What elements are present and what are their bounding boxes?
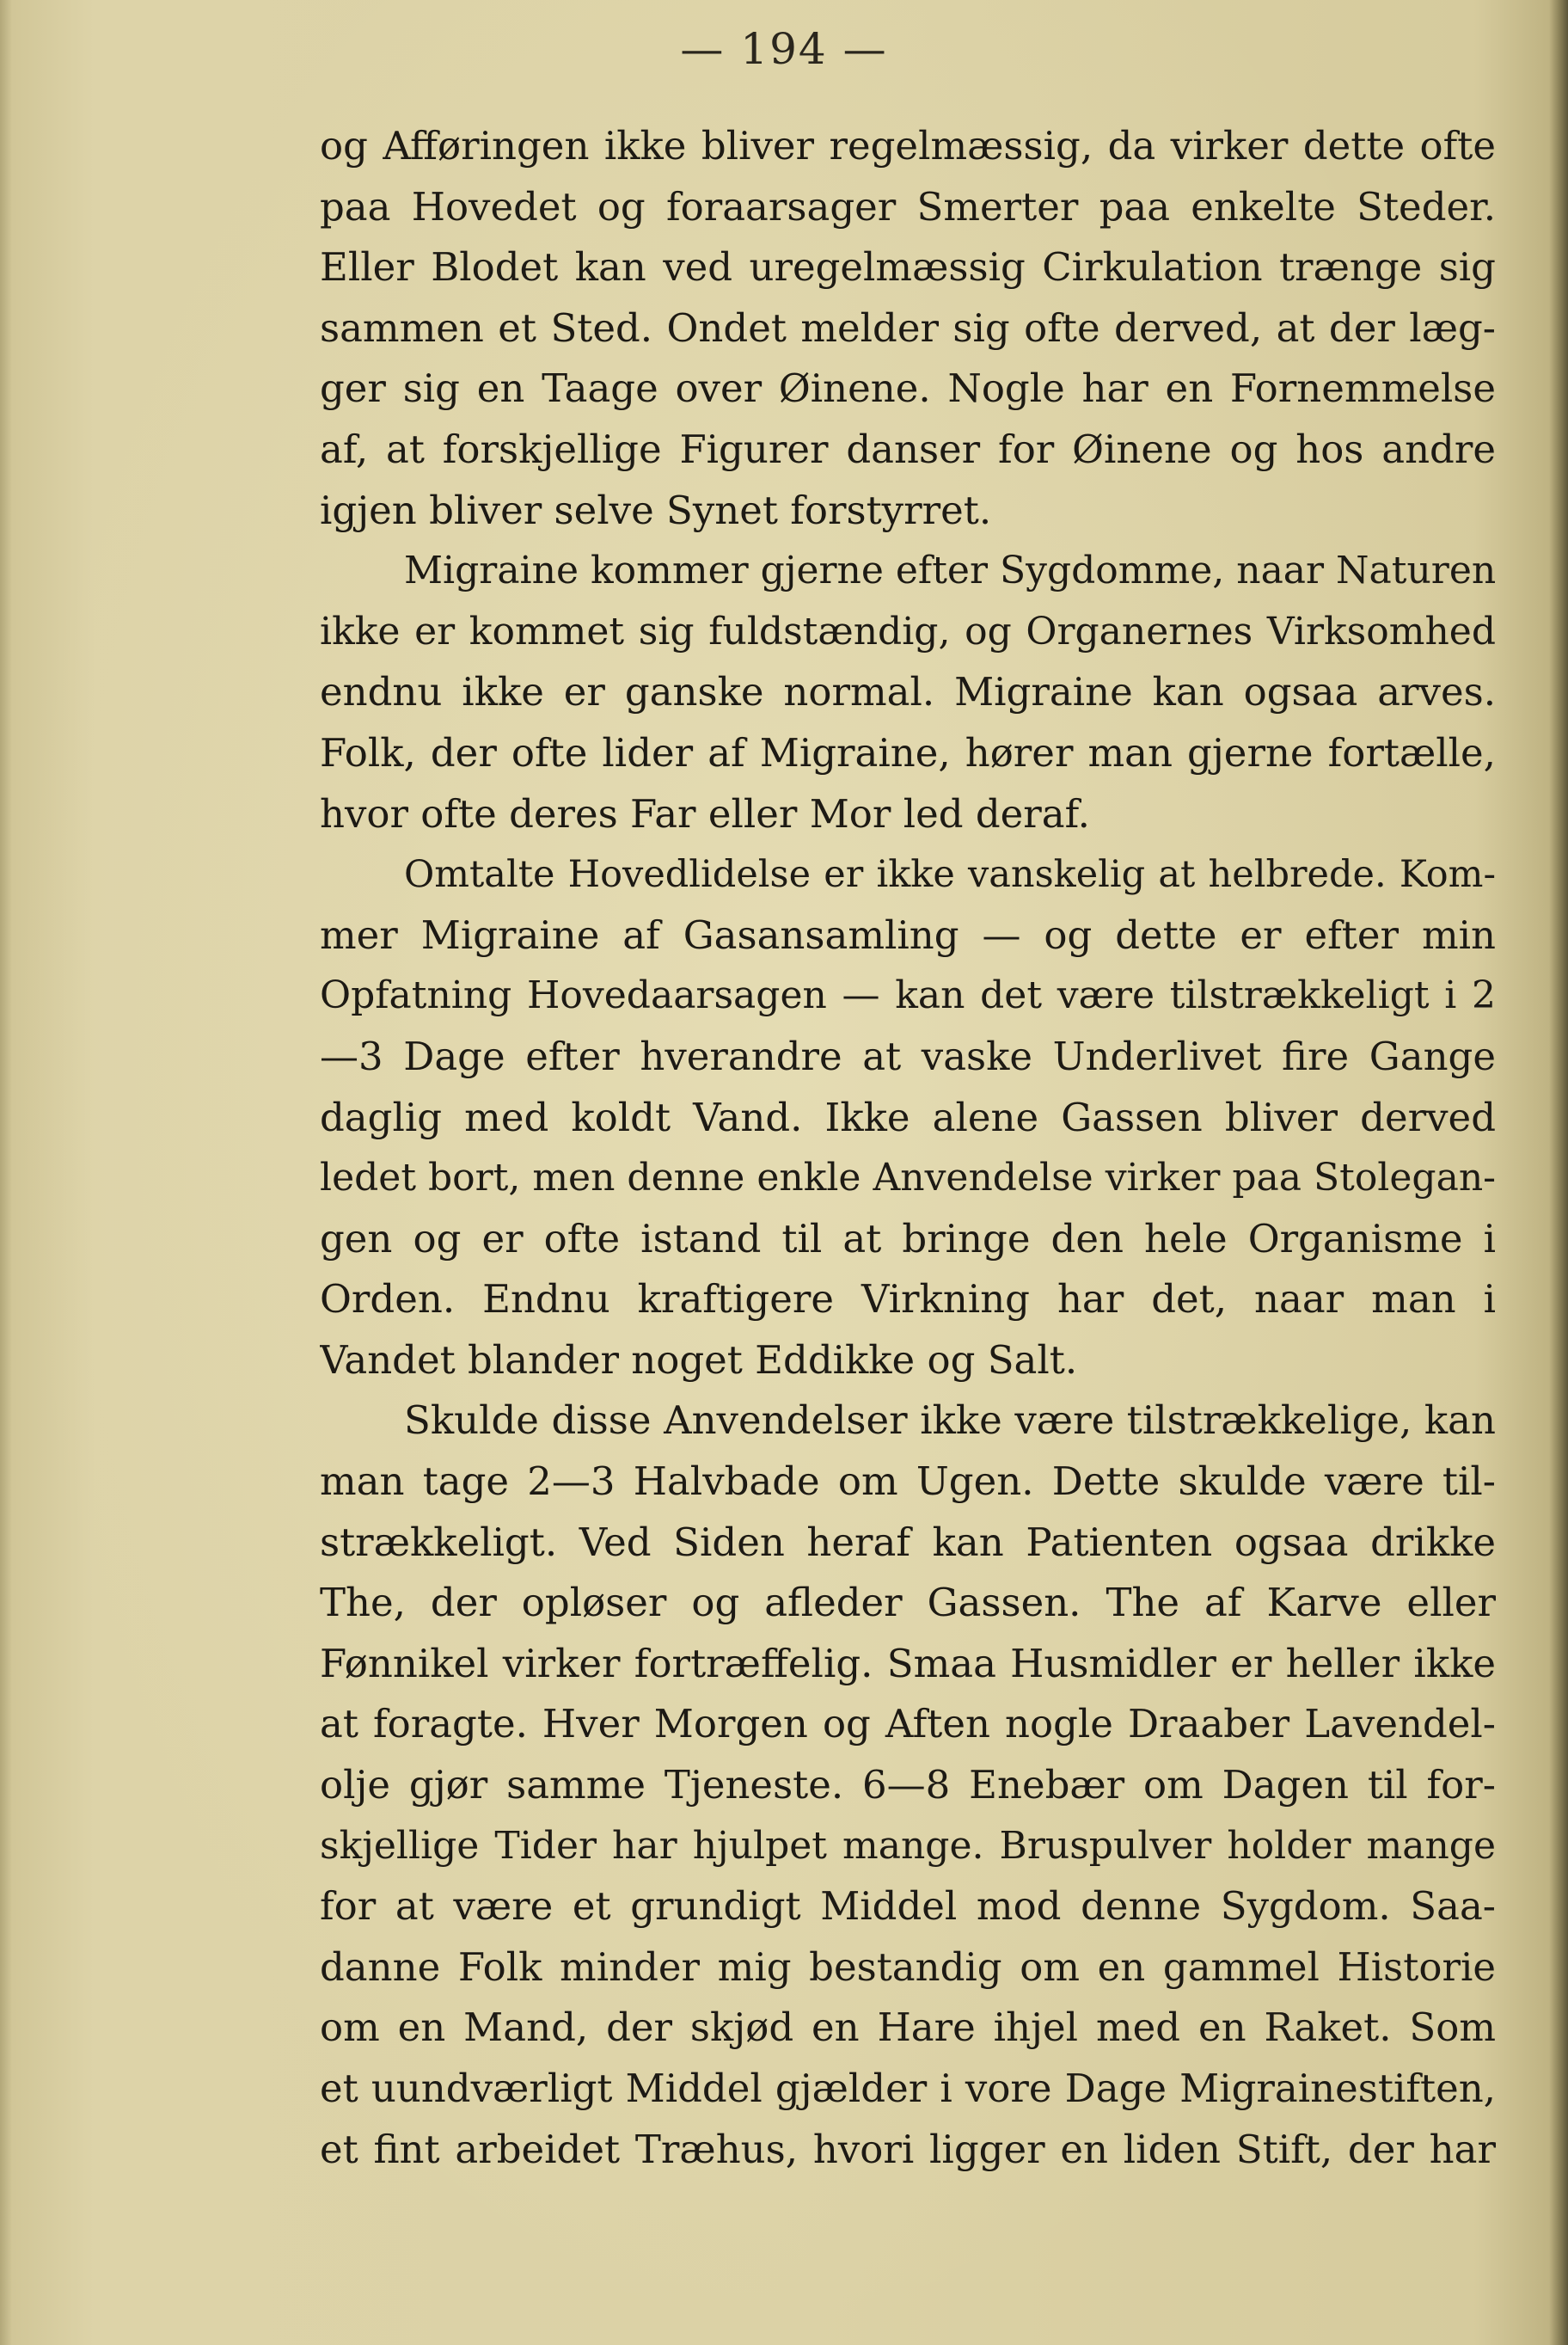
text-line: paa Hovedet og foraarsager Smerter paa enkelte Steder. [320, 183, 1496, 230]
text-line: af, at forskjellige Figurer danser for Øinene og hos andre [320, 426, 1496, 472]
text-line: at foragte. Hver Morgen og Aften nogle Draaber Lavendel- [320, 1701, 1496, 1747]
text-line: sammen et Sted. Ondet melder sig ofte derved, at der læg- [320, 304, 1496, 351]
text-line: Opfatning Hovedaarsagen — kan det være tilstrækkeligt i 2 [320, 973, 1496, 1018]
text-line: man tage 2—3 Halvbade om Ugen. Dette skulde være til- [320, 1458, 1496, 1505]
text-line: Orden. Endnu kraftigere Virkning har det, naar man i [320, 1276, 1496, 1323]
text-line: om en Mand, der skjød en Hare ihjel med en Raket. Som [320, 2004, 1496, 2051]
text-line: endnu ikke er ganske normal. Migraine kan ogsaa arves. [320, 669, 1496, 715]
text-line: igjen bliver selve Synet forstyrret. [320, 487, 992, 533]
text-line: ledet bort, men denne enkle Anvendelse virker paa Stolegan- [320, 1156, 1496, 1200]
text-line: Fønnikel virker fortræffelig. Smaa Husmidler er heller ikke [320, 1640, 1496, 1686]
text-line: et uundværligt Middel gjælder i vore Dage Migrainestiften, [320, 2066, 1496, 2111]
text-line: danne Folk minder mig bestandig om en gammel Historie [320, 1943, 1496, 1990]
body-text [320, 116, 1496, 2180]
text-line: ikke er kommet sig fuldstændig, og Organernes Virksomhed [320, 609, 1496, 654]
text-line: Skulde disse Anvendelser ikke være tilstrækkelige, kan [404, 1397, 1496, 1444]
text-line: Eller Blodet kan ved uregelmæssig Cirkulation trænge sig [320, 244, 1496, 291]
text-line: Folk, der ofte lider af Migraine, hører man gjerne fortælle, [320, 729, 1496, 776]
text-line: Omtalte Hovedlidelse er ikke vanskelig at helbrede. Kom- [404, 853, 1496, 897]
page-number: — 194 — [680, 24, 888, 74]
text-line: Migraine kommer gjerne efter Sygdomme, naar Naturen [404, 549, 1496, 593]
text-line: mer Migraine af Gasansamling — og dette er efter min [320, 912, 1496, 958]
text-line: olje gjør samme Tjeneste. 6—8 Enebær om Dagen til for- [320, 1762, 1496, 1808]
page-left-edge [0, 0, 12, 2345]
text-line: et fint arbeidet Træhus, hvori ligger en liden Stift, der har [320, 2126, 1496, 2172]
text-line: for at være et grundigt Middel mod denne Sygdom. Saa- [320, 1883, 1496, 1930]
text-line: —3 Dage efter hverandre at vaske Underlivet fire Gange [320, 1033, 1496, 1079]
text-line: ger sig en Taage over Øinene. Nogle har en Fornemmelse [320, 365, 1496, 412]
text-line: og Afføringen ikke bliver regelmæssig, da virker dette ofte [320, 123, 1496, 169]
text-line: strækkeligt. Ved Siden heraf kan Patienten ogsaa drikke [320, 1519, 1496, 1565]
text-line: The, der opløser og afleder Gassen. The af Karve eller [320, 1580, 1496, 1626]
text-line: daglig med koldt Vand. Ikke alene Gassen bliver derved [320, 1094, 1496, 1140]
text-line: skjellige Tider har hjulpet mange. Bruspulver holder mange [320, 1823, 1496, 1868]
text-line: hvor ofte deres Far eller Mor led deraf. [320, 790, 1090, 837]
text-line: gen og er ofte istand til at bringe den hele Organisme i [320, 1215, 1496, 1262]
page-right-edge [1549, 0, 1568, 2345]
text-line: Vandet blander noget Eddikke og Salt. [320, 1336, 1078, 1383]
